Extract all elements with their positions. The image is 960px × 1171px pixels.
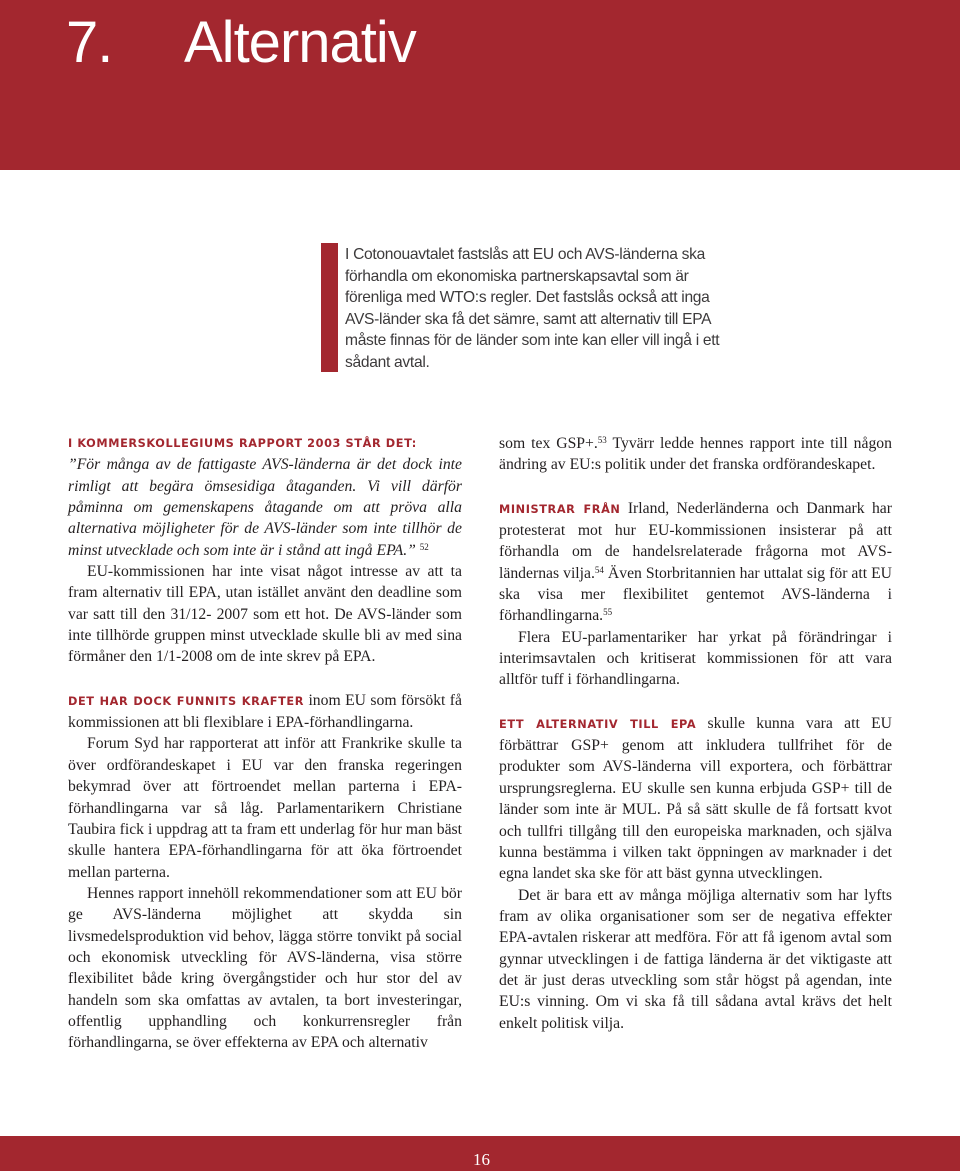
footnote-ref-52: 52 (419, 541, 429, 552)
page-number: 16 (473, 1150, 490, 1169)
footnote-ref-55: 55 (603, 607, 613, 618)
right-paragraph-2-b: Även Storbritannien har uttalat sig för att EU ska visa mer flexibilitet gentemot AVS-länderna i förhandlingarna. (499, 564, 893, 625)
intro-paragraph: I Cotonouavtalet fastslås att EU och AVS-länderna ska förhandla om ekonomiska partnerskapsavtal som är förenliga med WTO:s regler. Det fastslås också att inga AVS-länder ska få det sämre, samt att alternativ till EPA måste finnas för de länder som inte kan eller vill ingå i ett sådant avtal. (345, 246, 720, 371)
section-lead-alternativ: ETT ALTERNATIV TILL EPA (499, 717, 697, 731)
right-paragraph-4-text: skulle kunna vara att EU förbättrar GSP+ genom att inkludera tullfrihet för de produkter som AVS-länderna vill exportera, och förbättrar ursprungsreglerna. EU skulle sen kunna erbjuda GSP+ till de länder som inte är MUL. På så sätt skulle de få fortsatt kvot och tullfri tillgång till den europeiska marknaden, och själva kunna bestämma i vilken takt öppningen av marknader i det egna landet ska ske för att bäst gynna utvecklingen. (499, 714, 892, 883)
left-paragraph-4: Forum Syd har rapporterat att inför att Frankrike skulle ta över ordförandeskapet i EU var den franska regeringen bekymrad över att förtroendet mellan parterna i EPA-förhandlingarna var så låg. Parlamentarikern Christiane Taubira fick i uppdrag att ta fram ett underlag för hur man bäst skulle hantera EPA-förhandlingarna för att öka förtroendet mellan parterna. (68, 735, 462, 881)
chapter-number: 7. (66, 10, 113, 75)
footnote-ref-54: 54 (594, 564, 604, 575)
right-paragraph-2-a: Irland, Nederländerna och Danmark har protesterat mot hur EU-kommissionen insisterar på att förhandla om de handelsrelaterade frågorna mot AVS-ländernas vilja. (499, 499, 892, 582)
left-paragraph-2: EU-kommissionen har inte visat något intresse av att ta fram alternativ till EPA, utan istället använt den deadline som var satt till den 31/12- 2007 som ett hot. De AVS-länder som inte tillhörde gruppen minst utvecklade skulle bli av med sina förmåner den 1/1-2008 om de inte skrev på EPA. (68, 563, 462, 666)
footnote-ref-53: 53 (597, 435, 607, 445)
right-paragraph-1 (499, 433, 892, 476)
chapter-title: Alternativ (184, 10, 416, 75)
intro-accent-bar (321, 243, 338, 372)
section-lead-krafter: DET HAR DOCK FUNNITS KRAFTER (68, 694, 305, 708)
right-paragraph-5: Det är bara ett av många möjliga alternativ som har lyfts fram av olika organisationer som ser de negativa effekter EPA-avtalen riskerar att medföra. För att få igenom avtal som gynnar utvecklingen i de fattiga länderna är det viktigaste att det är just deras utveckling som står högst på agendan, inte EU:s vinning. Om vi ska få till sådana avtal krävs det helt enkelt politisk vilja. (499, 886, 892, 1032)
right-paragraph-4 (499, 713, 892, 885)
quote-kommerskollegium: ”För många av de fattigaste AVS-länderna är det dock inte rimligt att begära ömsesidiga åtaganden. Vi vill därför påminna om gemenskapens åtagande om att pröva alla alternativa möjligheter för de AVS-länder som inte tillhör de minst utvecklade och som inte är i stånd att ingå EPA.” (68, 456, 462, 559)
left-column (68, 433, 462, 1054)
left-paragraph-5: Hennes rapport innehöll rekommendationer som att EU bör ge AVS-länderna möjlighet att skydda sin livsmedelsproduktion vid behov, lägga större tonvikt på social och ekonomisk utveckling för AVS-länderna, visa större flexibilitet både kring övergångstider och hur stor del av handeln som ska omfattas av avtalen, ta bort investeringar, offentlig upphandling och konkurrensregler från förhandlingarna, se över effekterna av EPA och alternativ (68, 884, 462, 1052)
left-paragraph-3-text: inom EU som försökt få kommissionen att bli flexiblare i EPA-förhandlingarna. (68, 691, 462, 732)
left-paragraph-1 (68, 433, 462, 561)
section-lead-kommerskollegium: I KOMMERSKOLLEGIUMS RAPPORT 2003 STÅR DET: (68, 437, 417, 450)
right-paragraph-3: Flera EU-parlamentariker har yrkat på förändringar i interimsavtalen och kritiserat kommissionen för att vara alltför tuff i förhandlingarna. (499, 628, 892, 689)
right-paragraph-1-a: som tex GSP+. (499, 435, 598, 452)
left-paragraph-3 (68, 690, 462, 734)
right-paragraph-2 (499, 498, 892, 627)
chapter-header-band (0, 0, 960, 170)
section-lead-ministrar: MINISTRAR FRÅN (499, 502, 621, 516)
right-column (499, 433, 892, 1034)
right-paragraph-1-b: Tyvärr ledde hennes rapport inte till någon ändring av EU:s politik under det franska ordförandeskapet. (499, 435, 892, 474)
